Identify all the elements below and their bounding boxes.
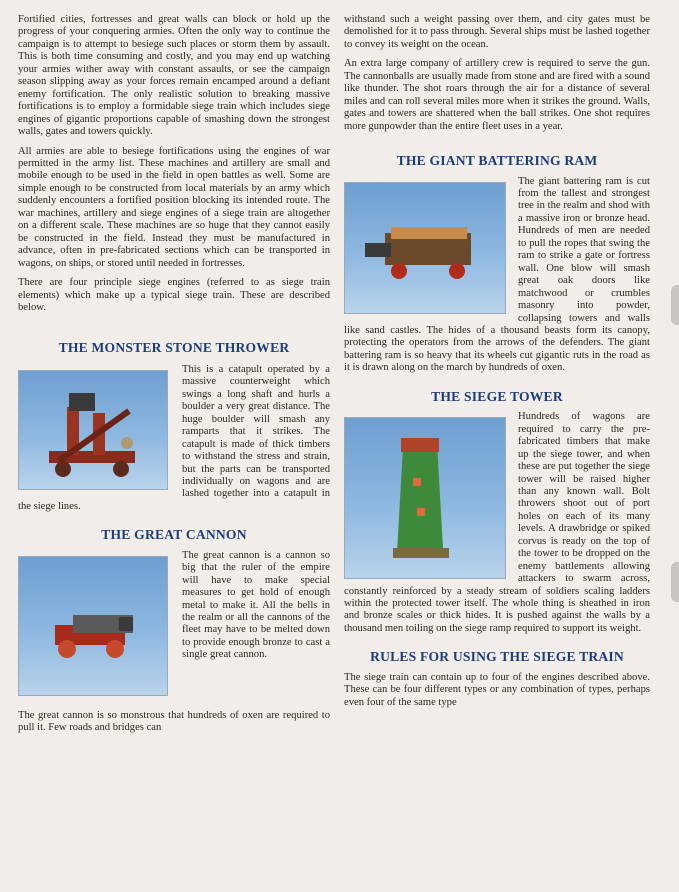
right-column <box>344 14 650 716</box>
cannon-paragraph-2: The great cannon is so monstrous that hundreds of oxen are required to pull it. Few roads and bridges can <box>18 709 330 734</box>
cannon-heading: THE GREAT CANNON <box>101 527 247 543</box>
intro-paragraph-2: All armies are able to besiege fortifications using the engines of war permitted in the army list. These machines and artillery are small and mobile enough to be used in the field in open battles as well. Some are simple enough to be constructed from local materials by an army which suddenly encounters a fortified position blocking its intended route. The war machines, artillery and siege engines of a siege train are altogether on a different scale. These machines are so huge that they cannot easily be constructed in the field. Instead they must be manufactured in advance, often in pre-fabricated sections which can be transported in wagons, on ships, or stored until needed in fortresses. <box>18 145 330 269</box>
stone-thrower-heading: THE MONSTER STONE THROWER <box>58 340 290 356</box>
rules-text: The siege train can contain up to four of the engines described above. These can be four different types or any combination of types, perhaps even four of the same type <box>344 671 650 708</box>
page-edge-tab <box>671 285 679 325</box>
cannon-text: The great cannon is a cannon so big that the ruler of the empire will have to make special measures to get hold of enough metal to make it. All the bells in the realm or all the cannons of the fleet may have to be melted down to provide enough bronze to cast a single great cannon. <box>182 549 330 661</box>
intro-paragraph-3: There are four principle siege engines (referred to as siege train elements) which make up a typical siege train. These are described below. <box>18 277 330 313</box>
tower-heading: THE SIEGE TOWER <box>431 388 563 404</box>
ram-section <box>344 176 650 375</box>
page-edge-tab <box>671 562 679 602</box>
cannon-image <box>18 556 168 696</box>
stone-thrower-section <box>18 364 330 513</box>
tower-text: Hundreds of wagons are required to carry the pre-fabricated timbers that make up the siege tower, and when these are put together the siege tower will be raised higher than any known wall. Bolt throwers shoot out of port holes on each of its many levels. A drawbridge or spiked corvus is ready on the top of the tower to be dropped on the enemy battlements allowing attackers to swarm across, constantly reinforced by a steady stream of soldiers scaling ladders within the protected tower itself. The whole thing is sheathed in iron and bronze scales or thick hides. It is pushed against the walls by a thousand men toiling on the siege ramp required to support its weight. <box>344 411 650 634</box>
ram-heading: THE GIANT BATTERING RAM <box>396 153 598 169</box>
tower-image <box>344 417 506 579</box>
catapult-miniature <box>19 371 167 489</box>
artillery-paragraph: An extra large company of artillery crew is required to serve the gun. The cannonballs are usually made from stone and are fired with a sound like thunder. The shot roars through the air for a distance of several miles and can roll several miles more when it strikes the ground. Walls, gates and towers are shattered when the ball strikes. One shot requires more gunpowder than the entire fleet uses in a year. <box>344 58 650 132</box>
ram-text: The giant battering ram is cut from the tallest and strongest tree in the realm and shod with a massive iron or bronze head. Hundreds of men are needed to pull the ropes that swing the ram to strike a gate or fortress wall. One blow will smash great oak doors like matchwood or crumbles masonry into powder, collapsing towers and walls like sand castles. The hides of a thousand beasts form its canopy, protecting the operators from the arrows of the defenders. The giant battering ram is so heavy that its wheels cut gigantic ruts in the road as it is drawn along on the march by hundreds of oxen. <box>344 175 650 374</box>
stone-thrower-text: This is a catapult operated by a massive counterweight which swings a long shaft and hurls a boulder a very great distance. The huge boulder will smash any ramparts that it strikes. The catapult is made of thick timbers to withstand the stress and strain, but the parts can be transported individually on wagons and are lashed together into a catapult in the siege lines. <box>18 363 330 512</box>
cannon-continued: withstand such a weight passing over them, and city gates must be demolished for it to pass through. Several ships must be lashed together to convey its weight on the ocean. <box>344 14 650 50</box>
ram-image <box>344 182 506 314</box>
siege-tower-miniature <box>345 418 505 578</box>
catapult-image <box>18 370 168 490</box>
cannon-miniature <box>19 557 167 695</box>
rules-heading: RULES FOR USING THE SIEGE TRAIN <box>370 649 624 665</box>
battering-ram-miniature <box>345 183 505 313</box>
tower-section <box>344 411 650 635</box>
cannon-section <box>18 550 330 700</box>
intro-paragraph-1: Fortified cities, fortresses and great walls can block or hold up the progress of your conquering armies. Often the only way to continue the campaign is to attempt to besiege such places or storm them by assault. This is both time consuming and costly, and you may end up watching your armies wither away with constant assaults, or see the campaign season slipping away as your forces remain encamped around a defiant enemy fortification. The only realistic solution to breaking massive fortifications is to employ a formidable siege train which includes siege engines of gigantic proportions capable of smashing down the strongest walls, gates and towers quickly. <box>18 14 330 138</box>
left-column <box>18 14 330 742</box>
